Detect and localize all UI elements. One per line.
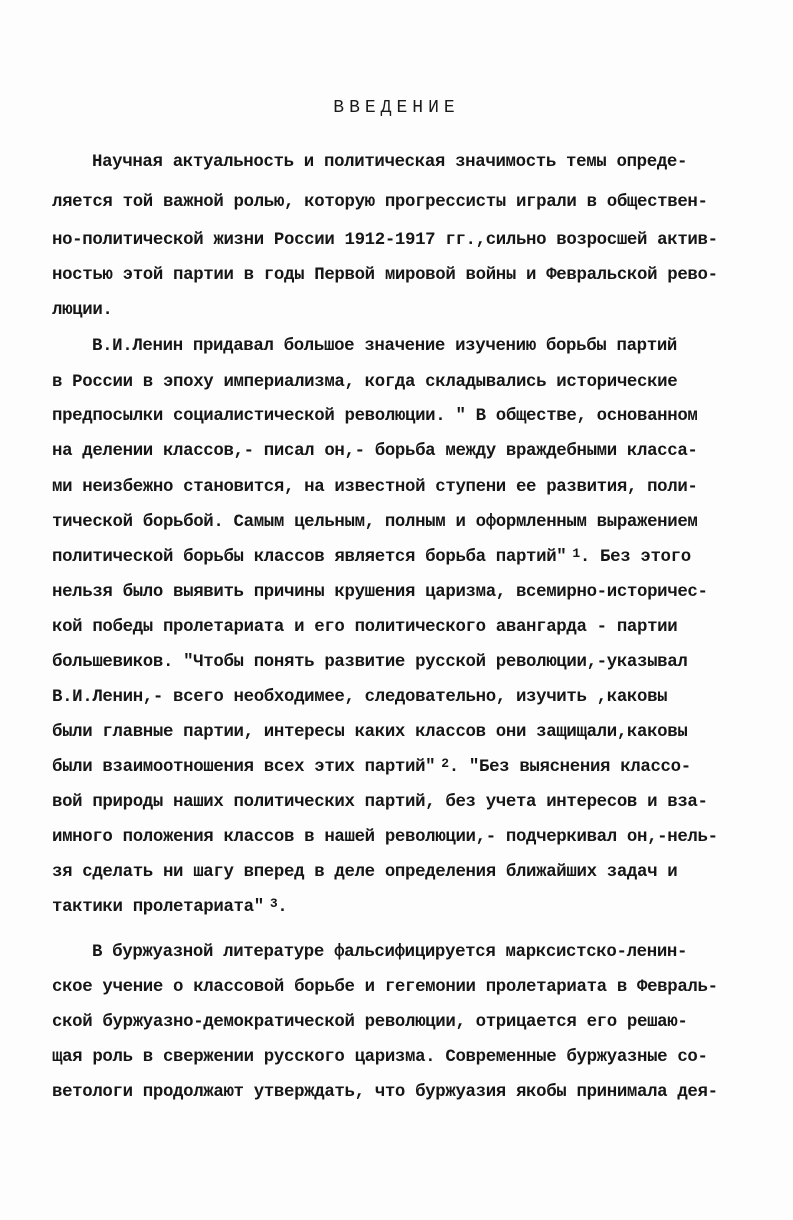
line-text: но-политической жизни России 1912-1917 гг.,сильно возросшей актив- [52,231,718,250]
text-line [92,153,687,173]
text-line [52,513,698,533]
line-text-after: . Без этого [579,548,691,567]
line-text: тической борьбой. Самым цельным, полным и оформленным выражением [52,513,698,532]
text-line [52,478,698,498]
text-line [52,898,287,918]
line-text: вой природы наших политических партий, без учета интересов и вза- [52,793,708,812]
text-line [52,583,708,603]
line-text: были главные партии, интересы каких классов они защищали,каковы [52,723,688,742]
line-text: на делении классов,- писал он,- борьба между враждебными класса- [52,442,698,461]
page-title: ВВЕДЕНИЕ [333,98,460,118]
line-text: ское учение о классовой борьбе и гегемонии пролетариата в Февраль- [52,978,718,997]
text-line [52,828,718,848]
text-line [52,193,708,213]
text-line [52,1083,718,1103]
text-line [52,373,677,393]
text-line [52,863,677,883]
line-text: В.И.Ленин придавал большое значение изучению борьбы партий [92,337,677,356]
line-text: большевиков. "Чтобы понять развитие русской революции,-указывал [52,653,688,672]
text-line [52,266,718,286]
line-text: были взаимоотношения всех этих партий" [52,758,436,777]
text-line [92,943,687,963]
line-text: люции. [52,301,113,320]
line-text: предпосылки социалистической революции. " В обществе, основанном [52,407,698,426]
text-line [52,618,677,638]
line-text: нельзя было выявить причины крушения царизма, всемирно-историчес- [52,583,708,602]
line-text: в России в эпоху империализма, когда складывались исторические [52,373,678,392]
text-line [52,978,718,998]
line-text: ностью этой партии в годы Первой мировой войны и Февральской рево- [52,266,718,285]
footnote-marker: 3 [269,896,278,911]
line-text: щая роль в свержении русского царизма. Современные буржуазные со- [52,1048,708,1067]
text-line [52,548,691,568]
text-line [52,1013,687,1033]
line-text: зя сделать ни шагу вперед в деле определения ближайших задач и [52,863,678,882]
line-text: политической борьбы классов является борьба партий" [52,548,567,567]
text-line [52,758,691,778]
text-line [52,653,687,673]
line-text-after: . "Без выяснения классо- [448,758,691,777]
text-line [52,301,113,321]
line-text: тактики пролетариата" [52,898,264,917]
text-line [52,793,708,813]
line-text: В.И.Ленин,- всего необходимее, следовательно, изучить ,каковы [52,688,668,707]
line-text: ветологи продолжают утверждать, что буржуазия якобы принимала дея- [52,1083,718,1102]
footnote-marker: 1 [572,546,580,561]
footnote-marker: 2 [441,756,449,771]
line-text: ми неизбежно становится, на известной ступени ее развития, поли- [52,478,698,497]
line-text: имного положения классов в нашей революции,- подчеркивал он,-нель- [52,828,718,847]
text-line [92,337,677,357]
line-text: ляется той важной ролью, которую прогрессисты играли в обществен- [52,193,708,212]
text-line [52,1048,708,1068]
text-line [52,688,667,708]
text-line [52,723,687,743]
text-line [52,407,698,427]
line-text: ской буржуазно-демократической революции, отрицается его решаю- [52,1013,688,1032]
line-text: В буржуазной литературе фальсифицируется марксистско-ленин- [92,943,688,962]
text-line [52,231,718,251]
text-line [52,442,698,462]
line-text: кой победы пролетариата и его политического авангарда - партии [52,618,678,637]
line-text-after: . [277,898,288,917]
line-text: Научная актуальность и политическая значимость темы опреде- [92,153,688,172]
